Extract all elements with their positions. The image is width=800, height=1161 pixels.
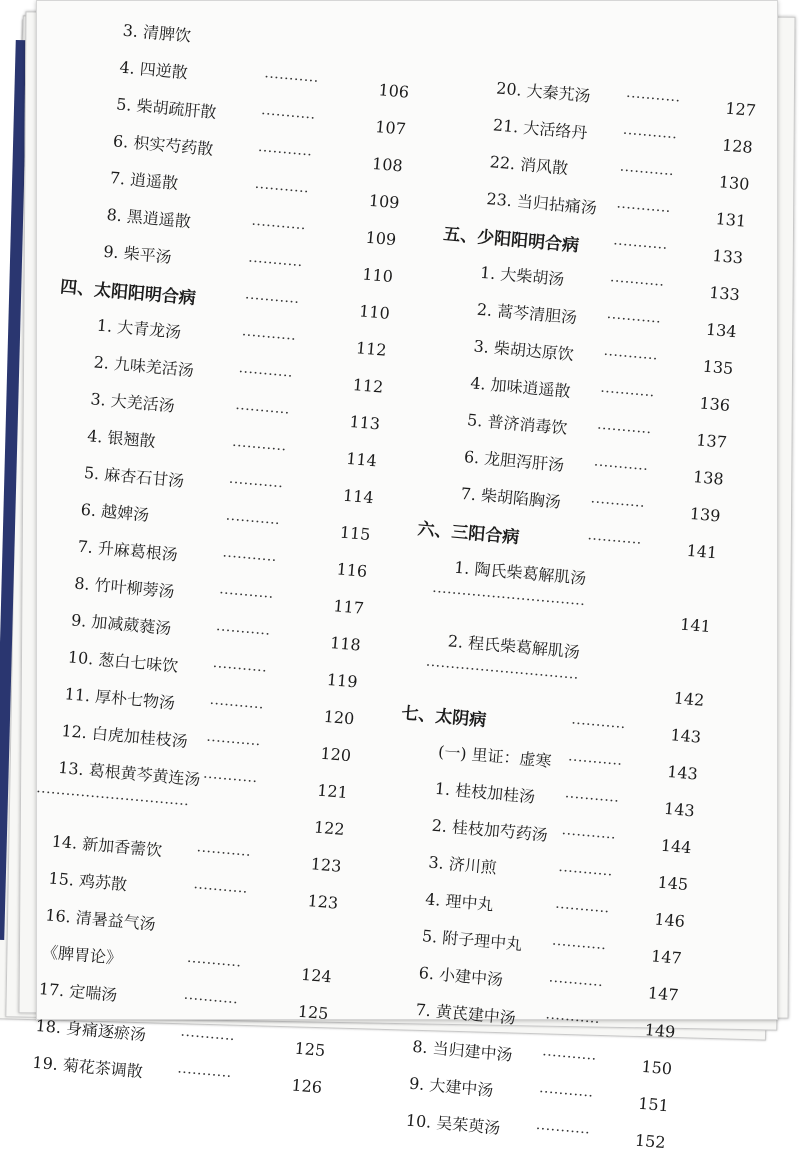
toc-entry-label: 3. 大羌活汤	[89, 389, 176, 416]
toc-page-number: 151	[637, 1093, 670, 1116]
toc-entry-label: 3. 柴胡达原饮	[472, 336, 575, 365]
toc-page-number: 143	[663, 798, 696, 821]
toc-entry-label: 7. 逍遥散	[109, 168, 179, 193]
toc-page-number: 130	[718, 172, 751, 194]
leader-dots: ...........	[538, 1080, 595, 1101]
toc-page-number: 137	[695, 430, 728, 452]
toc-page-number: 110	[358, 301, 391, 323]
toc-page-number: 118	[329, 633, 362, 655]
toc-entry-label: 6. 小建中汤	[418, 963, 504, 990]
toc-page-number: 120	[322, 706, 356, 729]
toc-page-number: 123	[306, 891, 339, 913]
toc-page-number: 125	[293, 1038, 327, 1061]
leader-dots: ...........	[186, 949, 243, 971]
toc-entry-label: 8. 当归建中汤	[411, 1036, 514, 1065]
toc-page-number: 131	[714, 209, 748, 231]
leader-dots: ...........	[238, 360, 294, 381]
toc-entry-label: 《脾胃论》	[41, 942, 123, 969]
leader-dots: ...........	[244, 286, 301, 308]
toc-page-number: 138	[692, 467, 725, 489]
leader-dots: ...........	[231, 433, 288, 455]
leader-dots: ...........	[590, 490, 646, 511]
leader-dots: ...........	[228, 470, 285, 492]
toc-page-number: 127	[724, 98, 757, 121]
toc-entry-label: 10. 吴茱萸汤	[405, 1110, 502, 1138]
toc-entry-label: 6. 龙胆泻肝汤	[463, 447, 565, 475]
leader-dots: ...........	[541, 1043, 598, 1064]
toc-page	[31, 0, 778, 1153]
toc-entry-label: 2. 蒿芩清胆汤	[476, 299, 578, 328]
toc-page-number: 128	[721, 135, 754, 157]
toc-page-number: 119	[326, 669, 359, 692]
toc-entry-label: 7. 升麻葛根汤	[76, 536, 179, 565]
leader-dots: ...............................	[35, 780, 191, 810]
toc-entry-label: 10. 葱白七味饮	[67, 647, 179, 676]
leader-dots: ...........	[251, 212, 307, 234]
toc-entry-label: 3. 清脾饮	[122, 20, 192, 46]
toc-page-number: 121	[316, 780, 349, 803]
toc-page-number: 125	[297, 1001, 330, 1024]
toc-entry-label: 1. 桂枝加桂汤	[434, 778, 536, 807]
toc-page-number: 143	[669, 725, 702, 747]
toc-page-number: 108	[371, 153, 404, 176]
toc-page-number: 120	[319, 743, 352, 766]
toc-page-number: 109	[368, 190, 401, 213]
toc-entry-label: 12. 白虎加桂枝汤	[60, 720, 189, 751]
leader-dots: ...............................	[425, 653, 580, 683]
toc-page-number: 124	[300, 964, 333, 987]
toc-page-number: 136	[698, 393, 731, 415]
toc-page-number: 150	[640, 1056, 673, 1079]
toc-entry-label: 4. 银翘散	[86, 426, 157, 452]
toc-entry-label: 7. 黄芪建中汤	[414, 999, 517, 1028]
leader-dots: ...........	[196, 839, 252, 860]
toc-page-number: 146	[653, 909, 686, 932]
toc-entry-label: 18. 身痛逐瘀汤	[34, 1015, 147, 1045]
toc-page-number: 134	[705, 319, 738, 342]
toc-entry-label: 8. 黑逍遥散	[105, 204, 192, 232]
toc-page-number: 135	[702, 356, 735, 379]
toc-entry-label: 16. 清暑益气汤	[44, 905, 157, 934]
toc-entry-label: 七、太阴病	[400, 703, 487, 731]
toc-entry-label: 23. 当归拈痛汤	[485, 189, 598, 218]
leader-dots: ...........	[247, 249, 304, 271]
leader-dots: ...........	[612, 232, 669, 253]
toc-page-number: 142	[673, 688, 706, 710]
toc-entry-label: 22. 消风散	[489, 152, 569, 178]
toc-entry-label: 2. 桂枝加芍药汤	[430, 815, 549, 845]
leader-dots: ...........	[241, 323, 297, 344]
leader-dots: ...........	[586, 527, 643, 548]
toc-page-number: 133	[711, 245, 744, 268]
leader-dots: ...........	[622, 121, 679, 143]
toc-page-number: 126	[290, 1075, 323, 1097]
leader-dots: ...........	[570, 711, 627, 733]
toc-entry-label: 20. 大秦艽汤	[495, 78, 592, 106]
leader-dots: ...........	[180, 1023, 236, 1045]
toc-page-number: 107	[374, 117, 407, 139]
toc-entry-label: 14. 新加香薷饮	[51, 831, 163, 861]
leader-dots: ...........	[599, 379, 656, 401]
toc-entry-label: (一) 里证：虚寒	[437, 741, 553, 771]
toc-entry-label: 2. 程氏柴葛解肌汤	[447, 631, 581, 662]
leader-dots: ...........	[561, 822, 617, 843]
leader-dots: ...........	[225, 507, 281, 529]
toc-page-number: 123	[310, 854, 343, 876]
toc-entry-label: 9. 柴平汤	[102, 241, 173, 267]
toc-entry-label: 6. 枳实芍药散	[112, 131, 214, 159]
toc-entry-label: 1. 陶氏柴葛解肌汤	[453, 557, 588, 589]
toc-entry-label: 1. 大青龙汤	[96, 315, 182, 342]
toc-page-number: 117	[332, 596, 365, 618]
leader-dots: ...........	[593, 453, 650, 475]
leader-dots: ...........	[176, 1060, 233, 1082]
leader-dots: ...........	[215, 618, 272, 639]
toc-entry-label: 8. 竹叶柳蒡汤	[73, 573, 176, 602]
toc-entry-label: 11. 厚朴七物汤	[63, 684, 176, 713]
toc-entry-label: 6. 越婢汤	[80, 499, 150, 525]
toc-entry-label: 5. 普济消毒饮	[466, 410, 569, 438]
toc-entry-label: 7. 柴胡陷胸汤	[460, 483, 562, 512]
toc-page-number: 147	[650, 946, 683, 968]
leader-dots: ...........	[548, 969, 604, 991]
toc-entry-label: 1. 大柴胡汤	[479, 262, 566, 290]
leader-dots: ...........	[567, 748, 624, 769]
leader-dots: ...........	[557, 858, 614, 880]
leader-dots: ...........	[616, 195, 672, 217]
leader-dots: ...........	[263, 65, 320, 86]
toc-entry-label: 21. 大活络丹	[492, 115, 589, 143]
toc-entry-label: 4. 加味逍遥散	[469, 373, 572, 402]
toc-page-number: 110	[361, 264, 394, 287]
toc-page-number: 139	[689, 503, 722, 526]
toc-entry-label: 19. 菊花茶调散	[31, 1052, 144, 1082]
toc-entry-label: 9. 大建中汤	[408, 1073, 495, 1100]
toc-entry-label: 五、少阳阳明合病	[442, 224, 580, 257]
leader-dots: ...........	[234, 396, 291, 418]
toc-entry-label: 六、三阳合病	[416, 519, 521, 549]
toc-entry-label: 5. 麻杏石甘汤	[83, 462, 185, 491]
leader-dots: ...........	[564, 785, 621, 806]
toc-entry-label: 2. 九味羌活汤	[92, 352, 195, 381]
toc-page-number: 147	[647, 983, 680, 1005]
toc-page-number: 152	[634, 1130, 667, 1153]
leader-dots: ...........	[554, 895, 611, 917]
leader-dots: ...........	[606, 305, 662, 327]
toc-entry-label: 3. 济川煎	[427, 852, 498, 878]
leader-dots: ...........	[551, 932, 608, 954]
toc-entry-label: 4. 理中丸	[424, 889, 495, 915]
toc-entry-label: 4. 四逆散	[118, 57, 189, 83]
toc-entry-label: 四、太阳阳明合病	[59, 277, 197, 309]
toc-page-number: 115	[339, 522, 372, 545]
toc-page-number: 145	[656, 872, 689, 895]
leader-dots: ...........	[603, 342, 659, 364]
leader-dots: ...........	[545, 1006, 601, 1027]
toc-page-number: 116	[335, 559, 368, 581]
leader-dots: ...........	[205, 728, 262, 750]
toc-entry-label: 9. 加减葳蕤汤	[70, 610, 173, 639]
toc-page-number: 122	[313, 817, 346, 839]
toc-entry-label: 13. 葛根黄芩黄连汤	[57, 757, 202, 790]
toc-page-number: 133	[708, 282, 741, 305]
toc-page-number: 141	[685, 540, 718, 563]
toc-entry-label: 5. 附子理中丸	[421, 926, 523, 954]
leader-dots: ...........	[625, 84, 682, 106]
leader-dots: ...........	[183, 986, 239, 1008]
toc-page-number: 112	[351, 375, 385, 397]
leader-dots: ...........	[192, 876, 249, 897]
leader-dots: ...........	[212, 654, 268, 676]
leader-dots: ...........	[260, 102, 317, 123]
toc-page-number: 112	[355, 338, 388, 360]
leader-dots: ...........	[218, 581, 275, 602]
leader-dots: ...........	[254, 175, 310, 197]
leader-dots: ...........	[222, 544, 278, 566]
toc-page-number: 106	[377, 80, 410, 102]
toc-page-number: 113	[348, 411, 381, 434]
toc-page-number: 114	[345, 448, 378, 471]
leader-dots: ...........	[209, 691, 265, 713]
toc-page-number: 143	[666, 761, 699, 784]
leader-dots: ...............................	[431, 579, 587, 610]
toc-entry-label: 17. 定喘汤	[38, 979, 119, 1005]
toc-entry-label: 15. 鸡苏散	[47, 868, 128, 895]
toc-entry-label: 5. 柴胡疏肝散	[115, 94, 218, 123]
leader-dots: ...........	[257, 138, 314, 160]
toc-page-number: 114	[342, 485, 375, 508]
leader-dots: ...........	[609, 269, 666, 290]
toc-page-number: 144	[660, 835, 693, 858]
toc-page-number: 149	[643, 1020, 677, 1042]
toc-page-number: 109	[364, 227, 397, 250]
leader-dots: ...........	[535, 1116, 592, 1138]
toc-page-number: 141	[679, 614, 712, 637]
leader-dots: ...........	[202, 765, 259, 787]
leader-dots: ...........	[596, 416, 653, 438]
leader-dots: ...........	[619, 158, 675, 180]
